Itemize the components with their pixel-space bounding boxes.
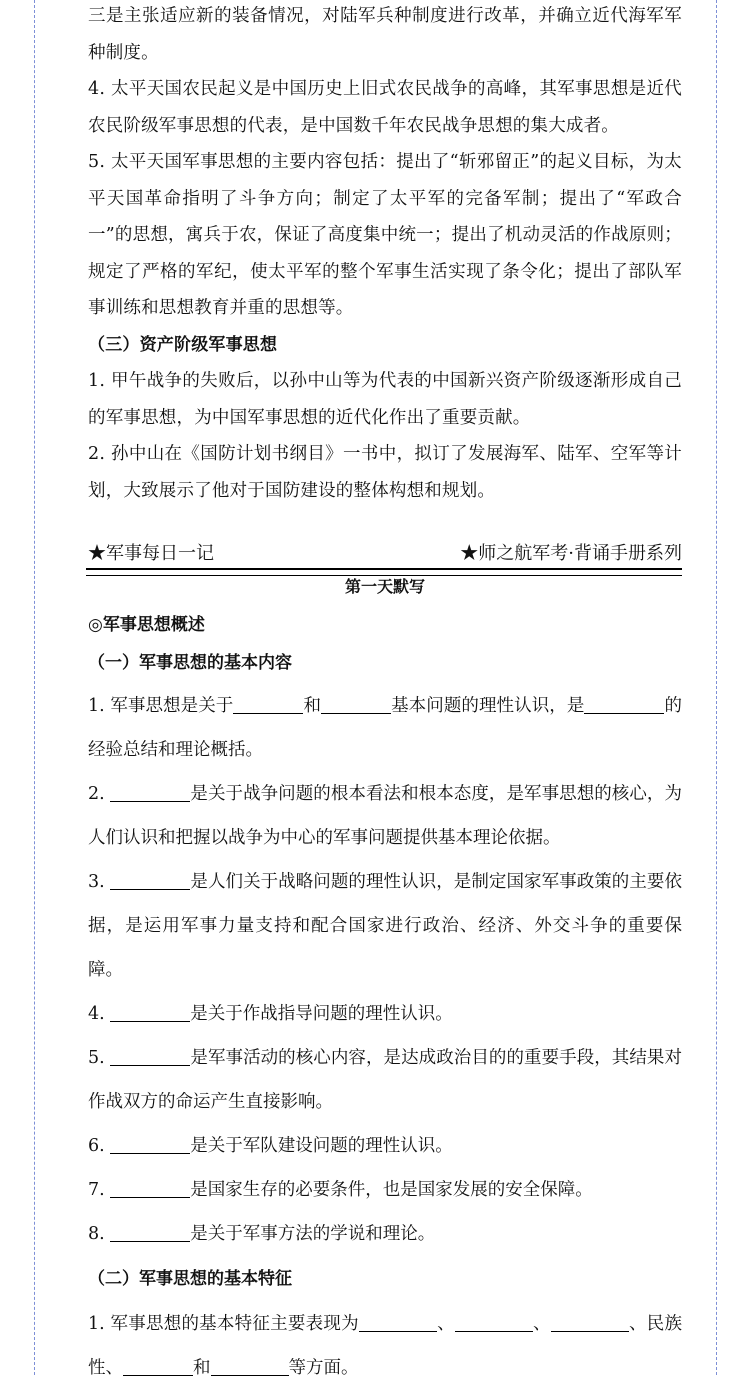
blank[interactable] — [110, 784, 190, 803]
day-title: 第一天默写 — [344, 577, 425, 596]
paragraph-navy-reform: 三是主张适应新的装备情况，对陆军兵种制度进行改革，并确立近代海军军种制度。 — [88, 6, 682, 63]
overview-heading: ◎军事思想概述 — [88, 615, 205, 635]
question-2: 2. 是关于战争问题的根本看法和根本态度，是军事思想的核心，为人们认识和把握以战争为中心的军事问题提供基本理论依据。 — [88, 784, 682, 848]
blank[interactable] — [123, 1358, 193, 1377]
right-margin-guide — [716, 0, 717, 1375]
question-7: 7. 是国家生存的必要条件，也是国家发展的安全保障。 — [88, 1180, 593, 1200]
paragraph-taiping-4: 4. 太平天国农民起义是中国历史上旧式农民战争的高峰，其军事思想是近代农民阶级军事思想的代表，是中国数千年农民战争思想的集大成者。 — [88, 79, 682, 136]
blank[interactable] — [110, 1224, 190, 1243]
blank[interactable] — [110, 1048, 190, 1067]
blank[interactable] — [455, 1314, 533, 1333]
running-header — [88, 540, 682, 568]
blank[interactable] — [551, 1314, 629, 1333]
blank[interactable] — [321, 696, 391, 715]
paragraph-bourgeois-2: 2. 孙中山在《国防计划书纲目》一书中，拟订了发展海军、陆军、空军等计划，大致展示了他对于国防建设的整体构想和规划。 — [88, 444, 682, 501]
section-heading-bourgeois: （三）资产阶级军事思想 — [88, 334, 278, 355]
question-4: 4. 是关于作战指导问题的理性认识。 — [88, 1004, 453, 1024]
blank[interactable] — [110, 1136, 190, 1155]
dictation-section — [88, 574, 682, 1390]
blank[interactable] — [233, 696, 303, 715]
blank[interactable] — [110, 1180, 190, 1199]
feature-question-1: 1. 军事思想的基本特征主要表现为 、 、 、民族性、 和 等方面。 — [88, 1314, 683, 1378]
section-heading-features: （二）军事思想的基本特征 — [88, 1269, 292, 1289]
blank[interactable] — [110, 1004, 190, 1023]
blank[interactable] — [110, 872, 190, 891]
header-left: ★军事每日一记 — [88, 543, 214, 564]
section-heading-content: （一）军事思想的基本内容 — [88, 653, 292, 673]
question-6: 6. 是关于军队建设问题的理性认识。 — [88, 1136, 453, 1156]
paragraph-taiping-5: 5. 太平天国军事思想的主要内容包括：提出了“斩邪留正”的起义目标，为太平天国革命指明了斗争方向；制定了太平军的完备军制；提出了“军政合一”的思想，寓兵于农，保证了高度集中统一；提出了机动灵活的作战原则；规定了严格的军纪，使太平军的整个军事生活实现了条令化；提出了部队军事训练和思想教育并重的思想等。 — [88, 152, 682, 318]
question-5: 5. 是军事活动的核心内容，是达成政治目的的重要手段，其结果对作战双方的命运产生直接影响。 — [88, 1048, 682, 1112]
blank[interactable] — [584, 696, 664, 715]
blank[interactable] — [359, 1314, 437, 1333]
left-margin-guide — [34, 0, 35, 1375]
question-1: 1. 军事思想是关于 和 基本问题的理性认识，是 的经验总结和理论概括。 — [88, 696, 683, 760]
page-top-content — [88, 0, 682, 509]
header-right: ★师之航军考·背诵手册系列 — [460, 543, 682, 564]
question-8: 8. 是关于军事方法的学说和理论。 — [88, 1224, 436, 1244]
paragraph-bourgeois-1: 1. 甲午战争的失败后，以孙中山等为代表的中国新兴资产阶级逐渐形成自己的军事思想，为中国军事思想的近代化作出了重要贡献。 — [88, 371, 682, 428]
question-3: 3. 是人们关于战略问题的理性认识，是制定国家军事政策的主要依据，是运用军事力量支持和配合国家进行政治、经济、外交斗争的重要保障。 — [88, 872, 682, 980]
blank[interactable] — [211, 1358, 289, 1377]
